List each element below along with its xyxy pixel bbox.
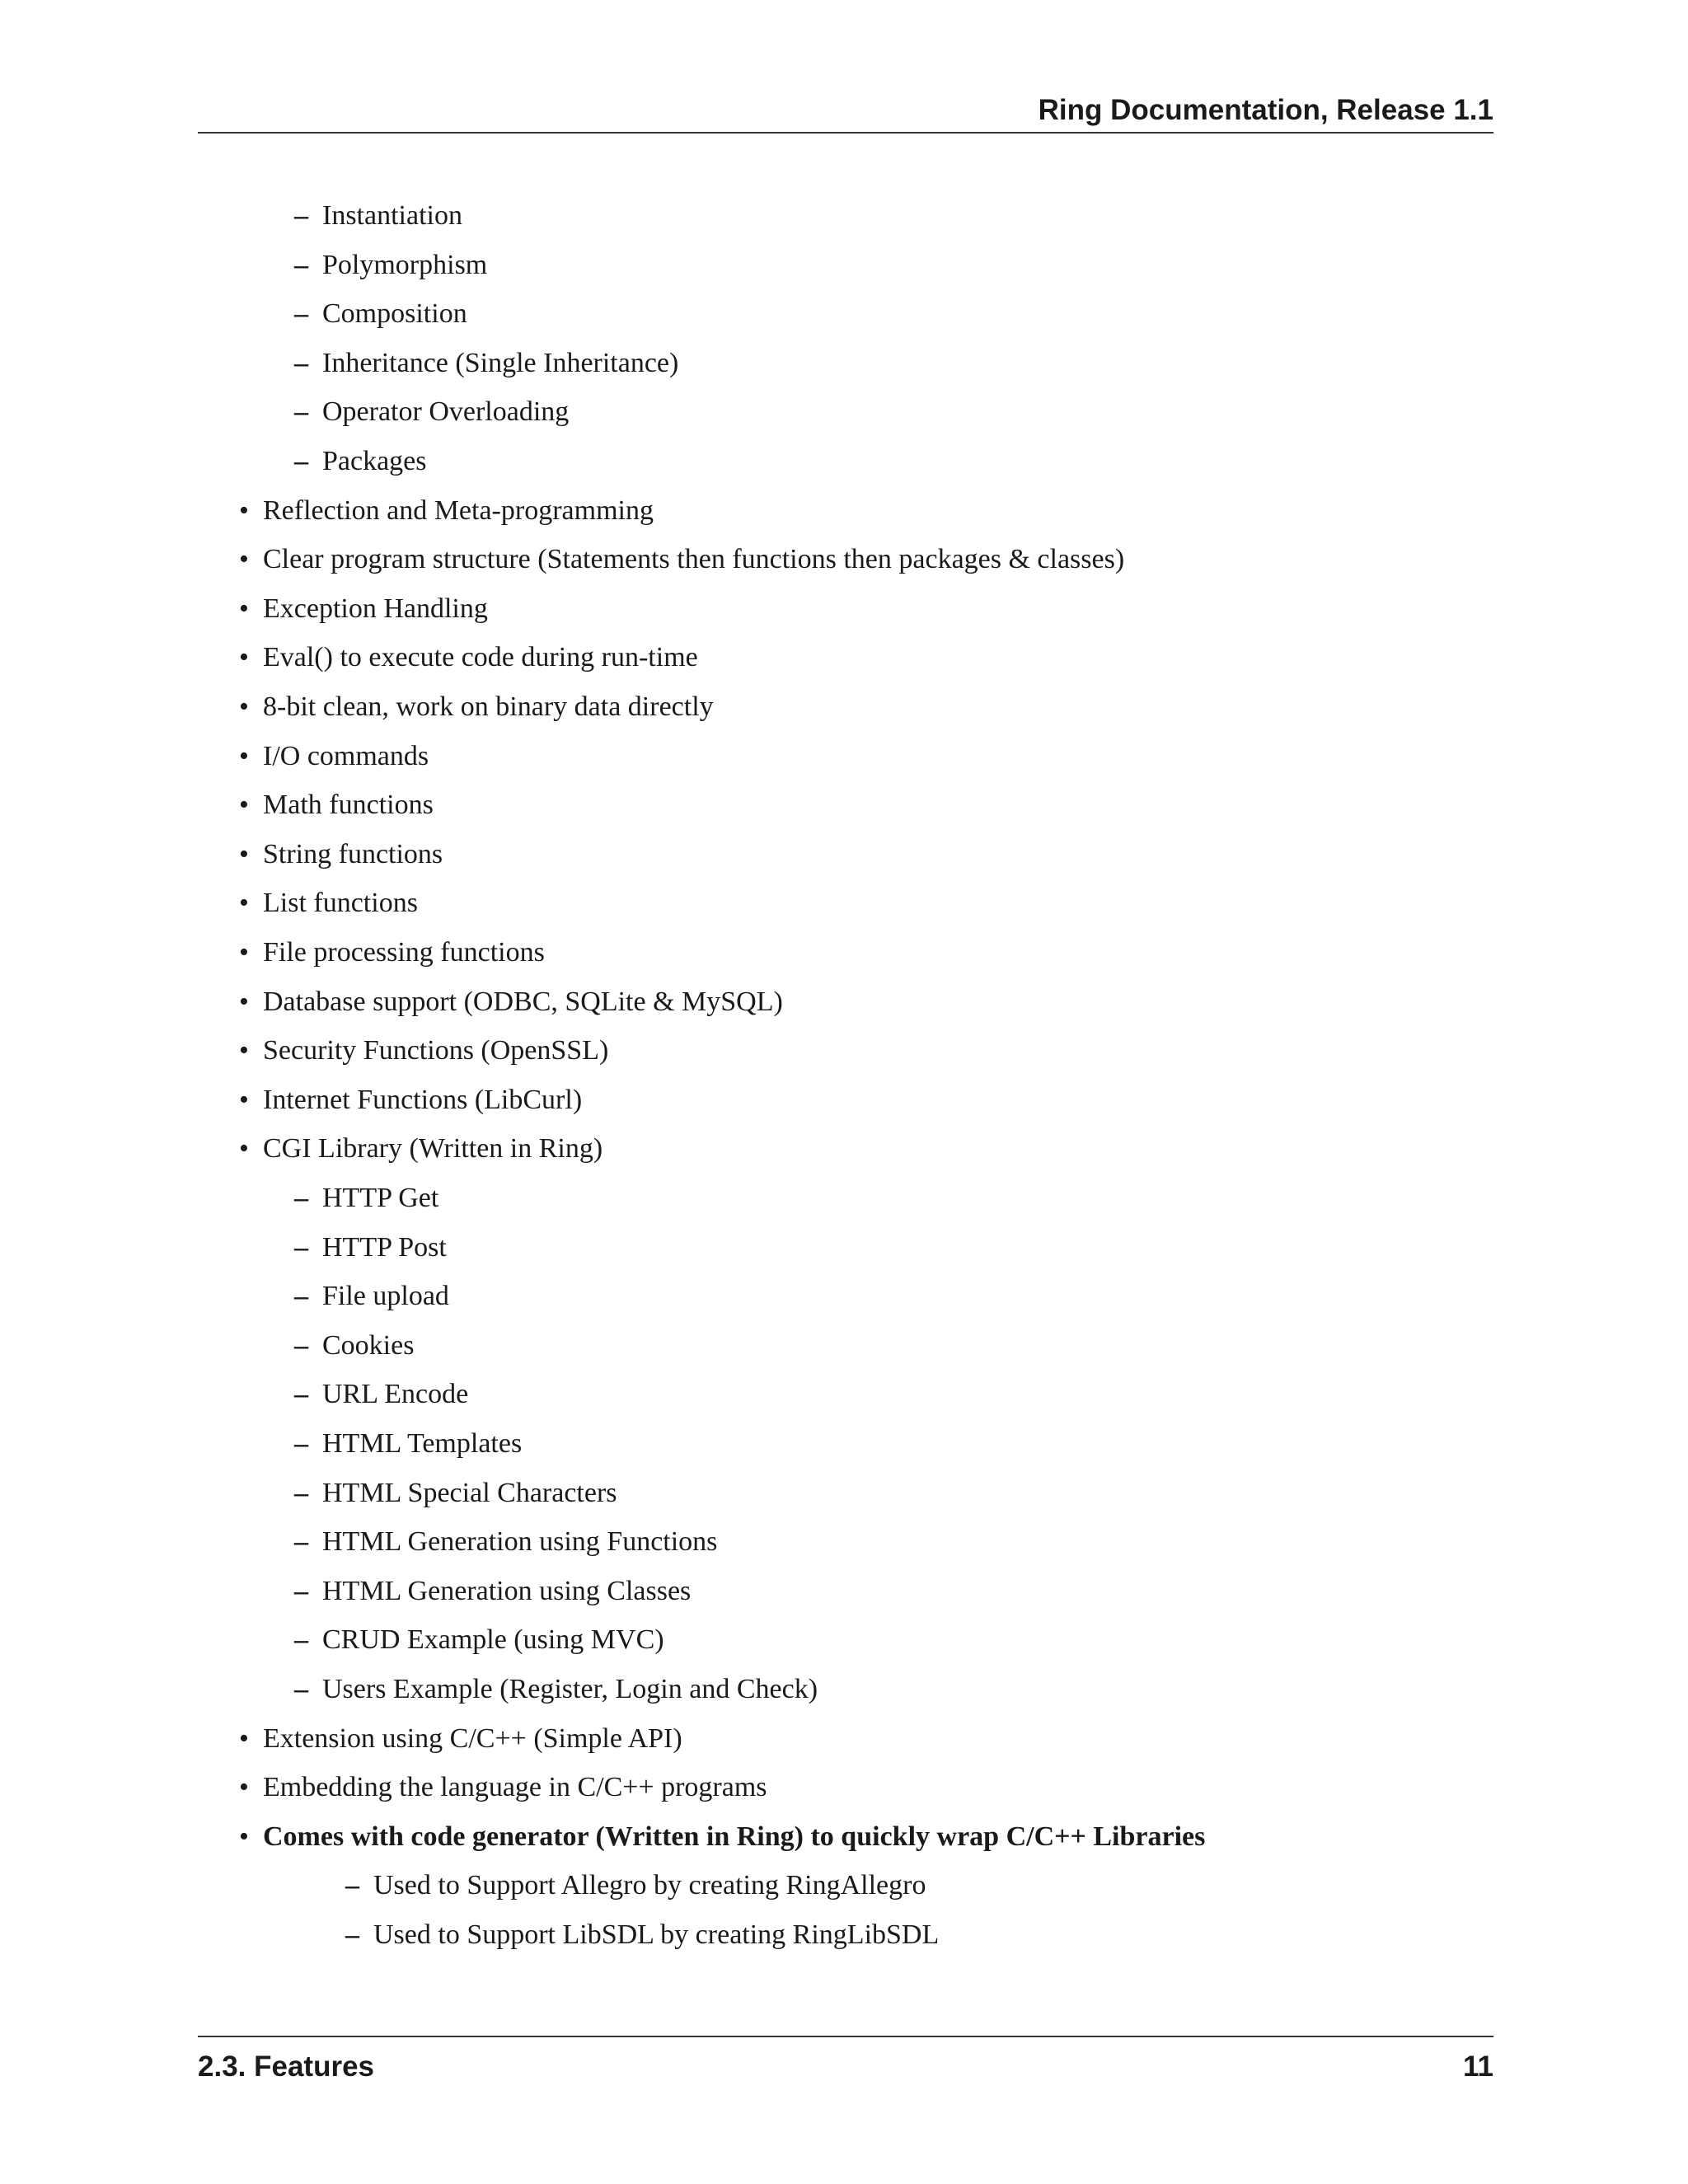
list-item: Clear program structure (Statements then functions then packages & classes) [263,544,1125,575]
list-item: Extension using C/C++ (Simple API) [263,1722,682,1754]
list-item: Math functions [263,790,434,821]
list-item: Operator Overloading [322,396,570,428]
running-footer [198,2036,1493,2083]
list-item: Reflection and Meta-programming [263,494,654,526]
bullet-marker: • [239,494,249,526]
dash-marker: – [345,1919,359,1950]
section-title: 2.3. Features [198,2050,374,2083]
list-item: CRUD Example (using MVC) [322,1624,664,1656]
bullet-marker: • [239,888,249,919]
bullet-marker: • [239,838,249,869]
list-item: Used to Support Allegro by creating RingAllegro [373,1870,926,1901]
list-item: CGI Library (Written in Ring) [263,1133,603,1165]
dash-marker: – [294,446,308,476]
dash-marker: – [294,200,308,231]
bullet-marker: • [239,1772,249,1803]
dash-marker: – [294,1526,308,1558]
dash-marker: – [294,1575,308,1606]
dash-marker: – [294,1183,308,1213]
bullet-marker: • [239,642,249,673]
list-item: HTML Generation using Classes [322,1575,692,1606]
dash-marker: – [294,347,308,378]
list-item: List functions [263,888,418,919]
bullet-marker: • [239,1084,249,1115]
list-item: Comes with code generator (Written in Ring) to quickly wrap C/C++ Libraries [263,1821,1206,1852]
dash-marker: – [294,396,308,428]
list-item: Cookies [322,1329,415,1361]
bullet-marker: • [239,740,249,771]
list-item: Inheritance (Single Inheritance) [322,347,679,378]
bullet-marker: • [239,790,249,821]
list-item: Eval() to execute code during run-time [263,642,698,673]
list-item: HTTP Post [322,1231,447,1263]
bullet-marker: • [239,937,249,968]
list-item: Security Functions (OpenSSL) [263,1035,609,1066]
list-item: HTML Special Characters [322,1477,617,1508]
list-item: File processing functions [263,937,545,968]
list-item: Used to Support LibSDL by creating RingLibSDL [373,1919,940,1950]
bullet-marker: • [239,1722,249,1754]
dash-marker: – [294,1477,308,1508]
dash-marker: – [294,1329,308,1361]
bullet-marker: • [239,593,249,624]
list-item: Packages [322,446,427,476]
document-title: Ring Documentation, Release 1.1 [1038,94,1493,126]
dash-marker: – [294,1379,308,1410]
list-item: Exception Handling [263,593,488,624]
list-item: File upload [322,1281,449,1312]
list-item: HTML Generation using Functions [322,1526,718,1558]
list-item: HTML Templates [322,1428,523,1459]
list-item: I/O commands [263,740,429,771]
dash-marker: – [294,1281,308,1312]
bullet-marker: • [239,1035,249,1066]
list-item: Users Example (Register, Login and Check) [322,1674,818,1704]
list-item: 8-bit clean, work on binary data directly [263,691,714,722]
dash-marker: – [294,1428,308,1459]
list-item: Internet Functions (LibCurl) [263,1084,583,1115]
dash-marker: – [294,1231,308,1263]
bullet-marker: • [239,986,249,1017]
bullet-marker: • [239,544,249,575]
list-item: Embedding the language in C/C++ programs [263,1772,767,1803]
list-item: URL Encode [322,1379,469,1410]
list-item: String functions [263,838,443,869]
dash-marker: – [294,1674,308,1704]
bullet-marker: • [239,1133,249,1165]
list-item: Composition [322,298,467,330]
dash-marker: – [294,298,308,330]
list-item: HTTP Get [322,1183,439,1213]
bullet-marker: • [239,691,249,722]
list-item: Instantiation [322,200,462,231]
list-item: Polymorphism [322,249,488,280]
bullet-marker: • [239,1821,249,1852]
dash-marker: – [294,249,308,280]
list-item: Database support (ODBC, SQLite & MySQL) [263,986,783,1017]
running-header [198,89,1493,134]
page-number: 11 [1463,2050,1493,2083]
dash-marker: – [345,1870,359,1901]
dash-marker: – [294,1624,308,1656]
